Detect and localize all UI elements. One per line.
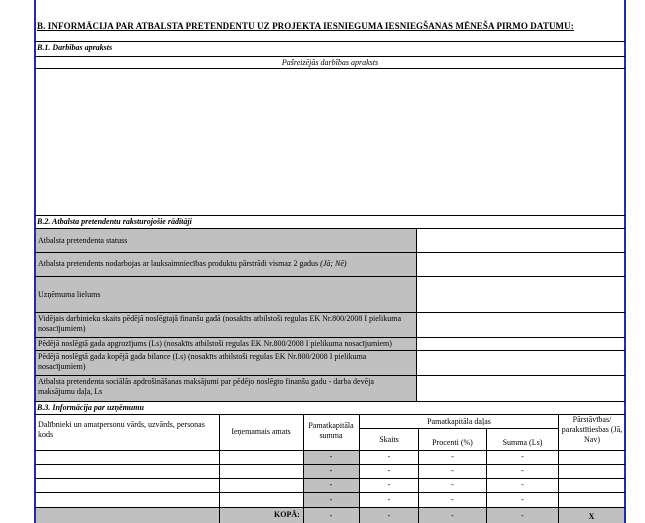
b2-value-cell[interactable] — [418, 339, 623, 349]
total-label: KOPĀ: — [274, 510, 300, 519]
count-cell: - — [387, 480, 391, 489]
b3-header-representation: Pārstāvības/ parakstīties​bas (Jā, Nav) — [561, 415, 623, 444]
sum-cell: - — [521, 480, 524, 489]
table-row — [36, 451, 624, 464]
b2-value-cell[interactable] — [418, 352, 623, 374]
b3-header-position: Ieņemamais amats — [231, 427, 291, 436]
b2-value-cell[interactable] — [418, 278, 623, 311]
percent-cell: - — [451, 452, 454, 461]
total-percent: - — [451, 511, 454, 520]
section-b-title: B. INFORMĀCIJA PAR ATBALSTA PRETENDENTU UZ PROJEKTA IESNIEGUMA IESNIEGŠANAS MĒNEŠA PIRMO DATUMU: — [37, 21, 574, 31]
total-sum: - — [521, 511, 524, 520]
capital-sum-cell: - — [329, 466, 333, 475]
b2-row-label: Atbalsta pretendents nodarbojas ar lauksaimniecības produktu pārstrādi vismaz 2 gadus (Jā; Nē) — [38, 259, 347, 268]
percent-cell: - — [451, 480, 454, 489]
table-row — [36, 479, 624, 492]
b1-heading: B.1. Darbības apraksts — [37, 43, 113, 52]
b3-header-count: Skaits — [379, 435, 399, 444]
b3-header-participant: Dalībnieki un amatpersonu vārds, uzvārds, personas kods — [38, 420, 205, 439]
count-cell: - — [387, 466, 391, 475]
capital-sum-cell: - — [329, 480, 333, 489]
capital-sum-cell: - — [329, 452, 333, 461]
percent-cell: - — [451, 495, 454, 504]
total-row — [36, 508, 624, 523]
b2-heading: B.2. Atbalsta pretendentu raksturojošie rādītāji — [37, 217, 192, 226]
b2-row-label: Pēdējā noslēgtā gada kopējā gada bilance (Ls) (nosakīts atbilstoši regulas EK Nr.800/2008 I pielikuma nosacījumiem) — [38, 352, 367, 371]
sum-cell: - — [521, 466, 524, 475]
percent-cell: - — [451, 466, 454, 475]
capital-sum-cell: - — [329, 495, 333, 504]
b1-placeholder: Pašreizējās darbības apraksts — [281, 58, 379, 67]
count-cell: - — [387, 495, 391, 504]
sum-cell: - — [521, 452, 524, 461]
b2-row-label: Atbalsta pretendenta sociālās apdrošināšanas maksājumi par pēdējo noslēgto finanšu gadu - darba devēja maksājumu daļa, Ls — [38, 377, 374, 396]
b3-header-sum: Summa (Ls) — [502, 438, 543, 447]
b2-value-cell[interactable] — [418, 314, 623, 336]
b1-description-area[interactable] — [36, 69, 624, 214]
total-capital-sum: - — [329, 511, 333, 520]
b2-value-cell[interactable] — [418, 377, 623, 400]
b2-value-cell[interactable] — [418, 230, 623, 251]
b2-row-label: Vidējais darbinieku skaits pēdējā noslēgtajā finanšu gadā (nosakīts atbilstoši regulas EK Nr.800/2008 I pielikuma nosacījumiem) — [38, 314, 401, 333]
b2-row-label-suffix: (Jā; Nē) — [320, 259, 347, 268]
b3-header-capital-sum: Pamatkapitāla summa — [308, 421, 354, 440]
b2-row-label: Pēdējā noslēgtā gada apgrozījums (Ls) (nosakīts atbilstoši regulas EK Nr.800/2008 I pielikuma nosacījumiem) — [38, 339, 392, 348]
b2-value-cell[interactable] — [418, 254, 623, 275]
count-cell: - — [387, 452, 391, 461]
total-representation: X — [588, 512, 595, 521]
sum-cell: - — [521, 495, 524, 504]
b3-header-percent: Procenti (%) — [432, 438, 473, 447]
b2-row-label: Atbalsta pretendenta statuss — [38, 236, 128, 245]
table-row — [36, 493, 624, 507]
table-row — [36, 465, 624, 478]
b3-header-capital-shares: Pamatkapitāla daļas — [427, 417, 491, 426]
b2-row-label: Uzņēmuma lielums — [38, 290, 101, 299]
b3-heading: B.3. Informācija par uzņēmumu — [37, 403, 144, 412]
total-count: - — [387, 511, 391, 520]
